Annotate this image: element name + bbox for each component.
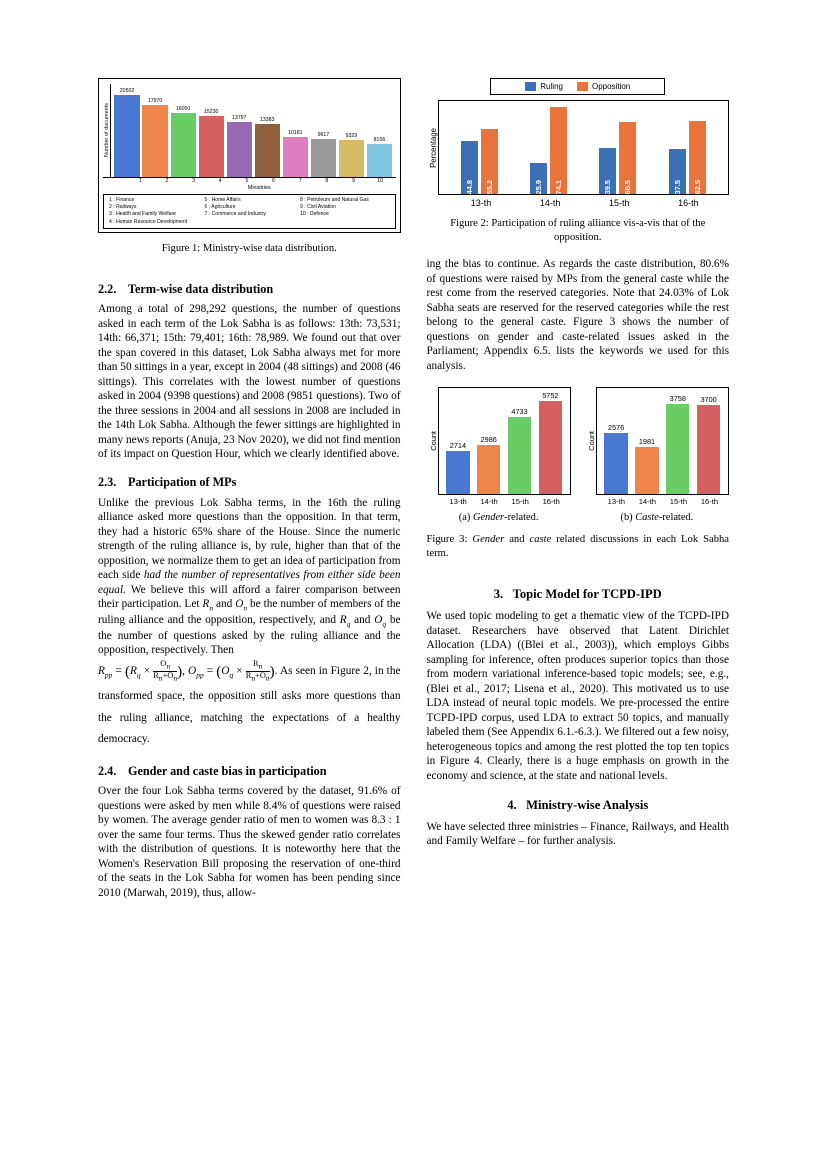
legend-label: Opposition xyxy=(591,82,631,91)
bar-item xyxy=(311,84,336,177)
bar-rect xyxy=(539,401,562,494)
left-column xyxy=(98,78,401,1109)
subcap-label: (b) xyxy=(620,512,636,524)
bar-rect xyxy=(311,139,336,177)
bar-group xyxy=(521,101,577,194)
figure-2-chart xyxy=(427,78,730,208)
legend-entry: 1 : Finance xyxy=(109,196,135,203)
x-tick: 14-th xyxy=(480,497,498,507)
bar-item xyxy=(283,84,308,177)
bar-value: 62.5 xyxy=(692,179,702,194)
legend-swatch-icon xyxy=(577,82,588,91)
math-oq: $O_q$ xyxy=(374,613,387,629)
fig3-cap-mid: and xyxy=(504,534,530,546)
bar-rect-ruling xyxy=(669,149,686,194)
paragraph-2-2: Among a total of 298,292 questions, the number of questions asked in each term of the Lok Sabha is as follows: 13th: 73,531; 14th: 66,371; 15th: 79,401; 16th: 78,989. We found out that over the span covered in this dataset, Lok Sabha always met for more than 50 sittings in a year, except in 2004 (48 sittings) and 2008 (46 sittings). This correlates with the lowest number of questions asked in 2004 (9398 questions) and 2008 (9851 questions). Two of the three sessions in 2004 and all sessions in 2008 are included in the 14th Lok Sabha. Although the fewer sittings are highlighted in many news reports (Anuja, 23 Nov 2020), we did not find mention of its impact on Question Hour, which we clearly identified above. xyxy=(98,303,401,461)
bar-item xyxy=(446,388,469,494)
figure-1-plot xyxy=(103,84,396,178)
figure-2-plot xyxy=(438,100,730,195)
x-tick: 14-th xyxy=(539,198,561,208)
x-tick: 1 xyxy=(138,177,142,184)
bar-item xyxy=(635,388,658,494)
figure-1-block xyxy=(98,78,401,256)
bar-value: 25.9 xyxy=(534,179,544,194)
figure-1-x-axis-label: Ministries xyxy=(247,184,271,191)
bar-item xyxy=(604,388,627,494)
figure-2-y-axis-label: Percentage xyxy=(428,127,438,168)
heading-4-title: Ministry-wise Analysis xyxy=(526,797,649,812)
x-tick: 4 xyxy=(218,177,222,184)
figure-1-y-axis-label: Number of documents xyxy=(104,103,110,158)
bar-rect xyxy=(446,451,469,494)
legend-label: Ruling xyxy=(540,82,563,91)
bar-item xyxy=(367,84,392,177)
figure-1-caption: Figure 1: Ministry-wise data distribution. xyxy=(161,243,337,254)
bar-value: 17970 xyxy=(147,98,163,105)
legend-item-opposition xyxy=(577,82,630,91)
heading-2-4-number: 2.4. xyxy=(98,763,117,778)
bar-group xyxy=(590,101,646,194)
heading-2-2 xyxy=(98,282,401,297)
bar-rect-opposition xyxy=(689,121,706,194)
paragraph-right-top: ing the bias to continue. As regards the caste distribution, 80.6% of questions were raised by MPs from the general caste while the rest come from the reserved categories. Note that 24.03% of Lok Sabha seats are reserved for the reserved categories while the rest belong to the general caste. Figure 3 shows the number of questions on gender and caste-related issues asked in the Parliament; Appendix 6.5. lists the keywords we used for this analysis. xyxy=(426,258,729,372)
figure-3-panel-b xyxy=(585,387,729,523)
figure-3b-plot xyxy=(596,387,729,495)
bar-rect xyxy=(142,105,167,176)
p23-part3: be the number of members of the ruling alliance and the opposition, respectively, and xyxy=(98,598,401,626)
bar-value: 44.8 xyxy=(464,179,474,194)
figure-3a-subcaption xyxy=(427,512,571,523)
heading-3-number: 3. xyxy=(493,587,504,602)
bar-value: 13797 xyxy=(231,114,247,121)
figure-3b-x-ticks xyxy=(597,495,729,506)
bar-value: 3700 xyxy=(700,395,717,405)
bar-rect xyxy=(227,122,252,177)
x-tick: 13-th xyxy=(607,497,625,507)
bar-rect xyxy=(171,113,196,177)
bar-value: 9329 xyxy=(345,132,358,139)
paragraph-4: We have selected three ministries – Finance, Railways, and Health and Family Welfare – for further analysis. xyxy=(426,820,729,848)
x-tick: 10 xyxy=(377,177,383,184)
math-rq: $R_q$ xyxy=(339,613,351,629)
bar-rect xyxy=(666,404,689,494)
legend-column-2 xyxy=(205,197,295,227)
bar-rect xyxy=(508,417,531,494)
heading-4-number: 4. xyxy=(507,797,517,812)
legend-entry: 4 : Human Resource Development xyxy=(109,218,188,225)
legend-entry: 9 : Civil Aviation xyxy=(300,203,336,210)
equation-rpp-opp: $R_{pp} = (R_q$ × $\frac{O_n}{R_n+O_n}$ ), $O_{pp} = (O_q$ × $\frac{R_n}{R_n+O_n}$ ). As seen in Figure 2, in the transformed space, the opposition still asks more questions than the ruling alliance, matching the expectations of a healthy democracy. xyxy=(98,659,401,746)
bar-rect-opposition xyxy=(619,122,636,194)
bar-group xyxy=(451,101,507,194)
x-tick: 15-th xyxy=(609,198,630,208)
bar-item xyxy=(114,84,139,177)
right-column xyxy=(427,78,730,1109)
x-tick: 15-th xyxy=(669,497,688,507)
figure-3-block xyxy=(427,387,730,560)
figure-3a-y-axis-label: Count xyxy=(428,431,438,452)
bar-rect xyxy=(339,140,364,177)
bar-rect xyxy=(283,137,308,177)
legend-entry: 5 : Home Affairs xyxy=(204,196,241,203)
x-tick: 13-th xyxy=(449,497,467,507)
fig3-cap-italic2: caste xyxy=(529,534,552,546)
legend-item-ruling xyxy=(525,82,563,91)
heading-3 xyxy=(427,587,730,602)
bar-value: 60.5 xyxy=(623,179,633,194)
bar-value: 2576 xyxy=(608,422,625,432)
x-tick: 8 xyxy=(325,177,329,184)
p23-part4: be the number of questions asked by the ruling alliance and the opposition, respectively. Then xyxy=(98,613,401,657)
x-tick: 16-th xyxy=(542,497,560,507)
x-tick: 3 xyxy=(192,177,196,184)
legend-swatch-icon xyxy=(525,82,536,91)
heading-2-4 xyxy=(98,764,401,779)
bar-rect-ruling xyxy=(530,163,547,194)
x-tick: 13-th xyxy=(470,198,492,208)
bar-rect xyxy=(114,95,139,176)
bar-value: 10181 xyxy=(288,129,303,136)
p23-italic: had the number of representatives from either side been equal. xyxy=(98,569,401,596)
subcap-rest: -related. xyxy=(504,512,539,524)
bar-item xyxy=(508,388,531,494)
bar-item xyxy=(171,84,196,177)
legend-entry: 10 : Defence xyxy=(300,211,329,218)
paragraph-3: We used topic modeling to get a thematic view of the TCPD-IPD dataset. Researchers have observed that Latent Dirichlet Allocation (LDA) ((Blei et al., 2003)), which employs Gibbs sampling for inference, often produces superior topics than those from modern variational inference-based topic models; see, e.g., (Blei et al., 2017; Lisena et al., 2020). This motivated us to use LDA instead of neural topic models. We pre-processed the entire TCPD-IPD corpus, used LDA to extract 50 topics, and manually labeled them (See Appendix 6.1.-6.3.). We filtered out a few noisy, heterogeneous topics and among the rest plotted the top ten topics in Figure 4. Clearly, there is a huge emphasis on growth in the economy and science, at the state and national levels. xyxy=(426,610,729,782)
subcap-label: (a) xyxy=(458,512,473,524)
figure-1-legend xyxy=(103,194,396,230)
p23-part2: We believe this will afford a fairer comparison between their participation. Let xyxy=(98,583,401,611)
legend-entry: 2 : Railways xyxy=(109,203,137,210)
bar-rect xyxy=(604,433,627,494)
figure-1-x-ticks xyxy=(103,178,396,184)
figure-1-bars xyxy=(110,84,396,177)
x-tick: 7 xyxy=(298,177,302,184)
bar-value: 20502 xyxy=(119,88,135,95)
legend-entry: 7 : Commerce and Industry xyxy=(204,211,266,218)
x-tick: 9 xyxy=(352,177,355,184)
figure-3b-subcaption xyxy=(585,512,729,523)
subcap-italic: Gender xyxy=(472,512,505,524)
bar-rect-opposition xyxy=(550,107,567,194)
bar-rect xyxy=(199,116,224,176)
figure-3-panel-a xyxy=(427,387,571,523)
heading-2-3-title: Participation of MPs xyxy=(128,474,237,489)
figure-3-chart xyxy=(427,387,730,523)
bar-rect xyxy=(635,447,658,495)
figure-3b-y-axis-label: Count xyxy=(586,431,596,452)
panel-b-body xyxy=(585,387,729,495)
heading-2-3 xyxy=(98,475,401,490)
bar-item xyxy=(666,388,689,494)
legend-entry: 8 : Petroleum and Natural Gas xyxy=(300,196,369,203)
bar-item xyxy=(477,388,500,494)
heading-2-3-number: 2.3. xyxy=(98,474,117,489)
heading-2-2-title: Term-wise data distribution xyxy=(128,281,274,296)
two-column-layout xyxy=(98,78,729,1109)
bar-value: 9617 xyxy=(317,131,330,138)
bar-item xyxy=(539,388,562,494)
bar-rect xyxy=(255,124,280,177)
figure-2-x-ticks xyxy=(441,195,730,208)
figure-2-caption: Figure 2: Participation of ruling alliance vis-a-vis that of the opposition. xyxy=(450,218,706,243)
bar-value: 37.5 xyxy=(672,179,682,194)
bar-rect xyxy=(367,144,392,176)
figure-1-chart xyxy=(98,78,401,233)
bar-rect-opposition xyxy=(481,129,498,194)
bar-value: 55.2 xyxy=(484,179,494,194)
x-tick: 2 xyxy=(165,177,169,184)
bar-rect xyxy=(477,445,500,494)
fig3-cap-italic1: Gender xyxy=(472,534,505,546)
legend-column-1 xyxy=(109,197,199,227)
legend-entry: 3 : Health and Family Welfare xyxy=(109,211,177,218)
heading-3-title: Topic Model for TCPD-IPD xyxy=(512,587,662,602)
figure-2-body xyxy=(427,100,730,195)
x-tick: 15-th xyxy=(511,497,529,507)
bar-item xyxy=(199,84,224,177)
math-rn-on: $R_n$ xyxy=(202,598,214,613)
figure-2-block xyxy=(427,78,730,244)
figure-3a-plot xyxy=(438,387,571,495)
figure-3-caption xyxy=(427,533,730,560)
figure-3a-x-ticks xyxy=(439,495,571,506)
legend-column-3 xyxy=(300,197,390,227)
p23-part1: Unlike the previous Lok Sabha terms, in the 16th the ruling alliance asked more questions than the opposition. In that term, they had a historic 65% share of the House. Since the numeric strength of the ruling alliance is, by rule, higher than that of the opposition, we normalize them to get an idea of participation from each side xyxy=(98,496,401,582)
x-tick: 16-th xyxy=(700,497,719,507)
bar-rect-ruling xyxy=(461,141,478,194)
math-on: $O_n$ xyxy=(235,598,248,613)
bar-group xyxy=(660,101,716,194)
heading-2-2-number: 2.2. xyxy=(98,281,117,296)
figure-2-legend xyxy=(490,78,665,95)
bar-value: 1981 xyxy=(638,436,656,446)
bar-value: 3758 xyxy=(669,394,686,404)
bar-rect-ruling xyxy=(599,148,616,195)
p23-part5: . As seen in Figure 2, in the transformed space, the opposition still asks more questions than the ruling alliance, matching the expectations of a healthy democracy. xyxy=(98,664,401,746)
bar-value: 74.1 xyxy=(554,179,564,194)
bar-rect xyxy=(697,405,720,494)
bar-value: 39.5 xyxy=(603,179,613,194)
x-tick: 14-th xyxy=(638,497,656,507)
fig3-cap-pre: Figure 3: xyxy=(426,534,473,546)
heading-2-4-title: Gender and caste bias in participation xyxy=(128,763,327,778)
panel-a-body xyxy=(427,387,571,495)
x-tick: 5 xyxy=(245,177,249,184)
bar-value: 13383 xyxy=(260,116,275,123)
bar-value: 15230 xyxy=(203,109,219,116)
bar-value: 2714 xyxy=(449,440,467,450)
bar-value: 16050 xyxy=(175,105,191,112)
fig3-cap-post: related discussions in each Lok Sabha term. xyxy=(426,534,730,559)
bar-item xyxy=(227,84,252,177)
legend-entry: 6 : Agriculture xyxy=(204,203,236,210)
bar-value: 5752 xyxy=(542,390,559,400)
paragraph-2-4: Over the four Lok Sabha terms covered by the dataset, 91.6% of questions were asked by men while 8.4% of questions were raised by women. The average gender ratio of men to women was 8.3 : 1 over the same four terms. Thus the skewed gender ratio correlates with the distribution of questions. It is noteworthy here that the Women's Reservation Bill proposing the reservation of one-third of the seats in the Lok Sabha for women has been pending since 2010 (Marwah, 2019), thus, allow- xyxy=(98,785,401,899)
heading-4 xyxy=(427,798,730,813)
bar-value: 8156 xyxy=(373,137,386,144)
x-tick: 16-th xyxy=(678,198,699,208)
subcap-rest: -related. xyxy=(658,512,694,524)
bar-value: 4733 xyxy=(511,406,528,416)
paragraph-2-3: Unlike the previous Lok Sabha terms, in the 16th the ruling alliance asked more questions than the opposition. In that term, they had a historic 65% share of the House. Since the numeric strength of the ruling alliance is, by rule, higher than that of the opposition, we normalize them to get an idea of participation from each side had the number of representatives from either side been equal. We believe this will afford a fairer comparison between their participation. Let $R_n$ and $O_n$ be the number of members of the ruling alliance and the opposition, respectively, and $R_q$ and $O_q$ be the number of questions asked by the ruling alliance and the opposition, respectively. Then xyxy=(98,496,401,657)
bar-item xyxy=(697,388,720,494)
x-tick: 6 xyxy=(272,177,275,184)
bar-item xyxy=(142,84,167,177)
bar-item xyxy=(255,84,280,177)
subcap-italic: Caste xyxy=(635,512,659,524)
bar-item xyxy=(339,84,364,177)
bar-value: 2986 xyxy=(480,435,497,445)
